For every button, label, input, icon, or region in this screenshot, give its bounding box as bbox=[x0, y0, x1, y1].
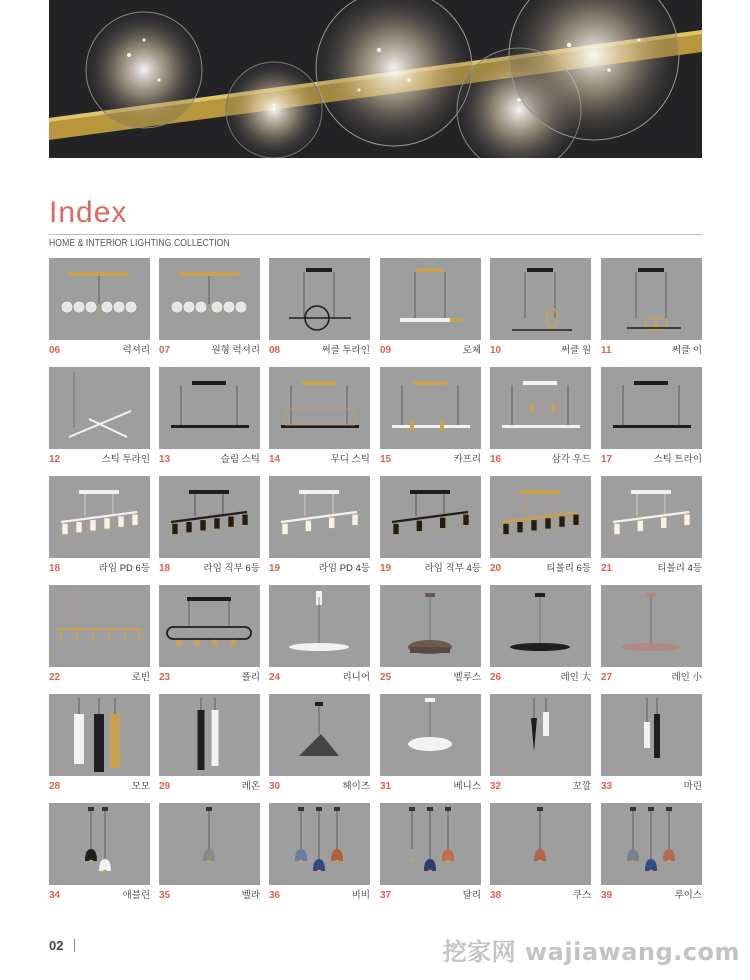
product-name: 스틱 투라인 bbox=[101, 454, 150, 465]
circle-line-pendant-icon bbox=[269, 258, 370, 340]
product-name: 루이스 bbox=[674, 890, 702, 901]
product-illustration bbox=[49, 367, 150, 449]
product-number: 12 bbox=[49, 454, 61, 465]
product-number: 35 bbox=[159, 890, 171, 901]
gold-stick-icon bbox=[380, 367, 481, 449]
product-number: 22 bbox=[49, 672, 61, 683]
product-name: 라임 PD 6등 bbox=[98, 563, 150, 574]
product-name: 베니스 bbox=[453, 781, 481, 792]
product-illustration bbox=[159, 367, 260, 449]
product-name: 로체 bbox=[462, 345, 481, 356]
product-tile[interactable] bbox=[490, 258, 591, 360]
product-name: 모모 bbox=[131, 781, 150, 792]
cone-mini-pendant-icon bbox=[490, 694, 591, 776]
product-illustration bbox=[380, 258, 481, 340]
product-number: 21 bbox=[601, 563, 613, 574]
product-number: 36 bbox=[269, 890, 281, 901]
product-name: 써클 이 bbox=[671, 345, 702, 356]
product-number: 37 bbox=[380, 890, 392, 901]
product-number: 25 bbox=[380, 672, 392, 683]
product-tile[interactable] bbox=[380, 694, 481, 796]
product-number: 13 bbox=[159, 454, 171, 465]
product-number: 11 bbox=[601, 345, 612, 356]
hero-banner-image bbox=[49, 0, 702, 158]
product-illustration bbox=[49, 258, 150, 340]
product-illustration bbox=[49, 694, 150, 776]
bell-pendant-trio-icon bbox=[380, 803, 481, 885]
product-number: 10 bbox=[490, 345, 502, 356]
product-number: 16 bbox=[490, 454, 502, 465]
product-illustration bbox=[490, 585, 591, 667]
product-name: 로빈 bbox=[131, 672, 150, 683]
cone-pendant-black-icon bbox=[269, 694, 370, 776]
product-illustration bbox=[49, 803, 150, 885]
product-tile[interactable] bbox=[380, 585, 481, 687]
product-number: 28 bbox=[49, 781, 61, 792]
product-number: 29 bbox=[159, 781, 171, 792]
product-illustration bbox=[159, 694, 260, 776]
product-number: 20 bbox=[490, 563, 502, 574]
product-name: 티볼리 6등 bbox=[546, 563, 591, 574]
product-tile[interactable] bbox=[159, 476, 260, 578]
product-name: 카프리 bbox=[453, 454, 481, 465]
product-tile[interactable] bbox=[380, 258, 481, 360]
product-name: 슬림 스틱 bbox=[220, 454, 260, 465]
product-tile[interactable] bbox=[269, 585, 370, 687]
product-number: 27 bbox=[601, 672, 613, 683]
product-illustration bbox=[490, 258, 591, 340]
product-tile[interactable] bbox=[601, 585, 702, 687]
cup-pendant-duo-icon bbox=[49, 803, 150, 885]
product-illustration bbox=[269, 258, 370, 340]
product-tile[interactable] bbox=[490, 585, 591, 687]
product-name: 비비 bbox=[351, 890, 370, 901]
product-number: 23 bbox=[159, 672, 171, 683]
product-name: 티볼리 4등 bbox=[657, 563, 702, 574]
product-number: 14 bbox=[269, 454, 281, 465]
spot-rail-black-6-icon bbox=[159, 476, 260, 558]
product-name: 무디 스틱 bbox=[330, 454, 370, 465]
product-tile[interactable] bbox=[159, 258, 260, 360]
product-tile[interactable] bbox=[601, 694, 702, 796]
product-name: 써클 원 bbox=[560, 345, 591, 356]
gold-spot-6-icon bbox=[490, 476, 591, 558]
product-tile[interactable] bbox=[49, 476, 150, 578]
flat-pendant-black-icon bbox=[490, 585, 591, 667]
product-number: 38 bbox=[490, 890, 502, 901]
product-number: 24 bbox=[269, 672, 281, 683]
product-name: 쿠스 bbox=[572, 890, 591, 901]
product-illustration bbox=[601, 367, 702, 449]
product-tile[interactable] bbox=[49, 258, 150, 360]
product-number: 18 bbox=[49, 563, 61, 574]
product-number: 18 bbox=[159, 563, 171, 574]
disc-pendant-white-icon bbox=[269, 585, 370, 667]
product-tile[interactable] bbox=[159, 585, 260, 687]
product-illustration bbox=[490, 694, 591, 776]
product-tile[interactable] bbox=[49, 803, 150, 905]
tube-pendant-trio-icon bbox=[49, 694, 150, 776]
index-title: Index bbox=[49, 196, 128, 229]
page-number-divider bbox=[74, 939, 75, 952]
product-tile[interactable] bbox=[490, 803, 591, 905]
product-name: 럭셔리 bbox=[122, 345, 150, 356]
product-name: 레인 大 bbox=[560, 672, 591, 683]
ring-bar-pendant-icon bbox=[490, 258, 591, 340]
product-name: 라임 직부 4등 bbox=[424, 563, 481, 574]
product-name: 폴리 bbox=[241, 672, 260, 683]
spot-rail-white-4-icon bbox=[269, 476, 370, 558]
product-tile[interactable] bbox=[490, 694, 591, 796]
product-illustration bbox=[380, 476, 481, 558]
product-tile[interactable] bbox=[49, 585, 150, 687]
product-tile[interactable] bbox=[380, 476, 481, 578]
product-number: 15 bbox=[380, 454, 392, 465]
product-illustration bbox=[269, 476, 370, 558]
product-illustration bbox=[490, 367, 591, 449]
product-illustration bbox=[49, 476, 150, 558]
product-tile[interactable] bbox=[269, 476, 370, 578]
tube-pendant-duo-icon bbox=[159, 694, 260, 776]
bowl-pendant-silver-icon bbox=[159, 803, 260, 885]
product-name: 헤이즈 bbox=[342, 781, 370, 792]
copper-pendant-icon bbox=[490, 803, 591, 885]
product-tile[interactable] bbox=[601, 367, 702, 469]
diagonal-stick-icon bbox=[49, 367, 150, 449]
product-number: 06 bbox=[49, 345, 61, 356]
globe-pendant-trio-icon bbox=[269, 803, 370, 885]
product-tile[interactable] bbox=[159, 367, 260, 469]
spot-rail-white-6-icon bbox=[49, 476, 150, 558]
product-name: 달리 bbox=[462, 890, 481, 901]
flat-pendant-rose-icon bbox=[601, 585, 702, 667]
product-illustration bbox=[269, 803, 370, 885]
product-illustration bbox=[380, 585, 481, 667]
product-tile[interactable] bbox=[269, 694, 370, 796]
product-tile[interactable] bbox=[159, 694, 260, 796]
product-number: 34 bbox=[49, 890, 61, 901]
product-illustration bbox=[380, 803, 481, 885]
product-illustration bbox=[601, 585, 702, 667]
product-number: 08 bbox=[269, 345, 281, 356]
product-number: 17 bbox=[601, 454, 613, 465]
product-illustration bbox=[269, 694, 370, 776]
product-tile[interactable] bbox=[49, 694, 150, 796]
dome-pendant-white-icon bbox=[380, 694, 481, 776]
product-tile[interactable] bbox=[269, 803, 370, 905]
product-number: 19 bbox=[269, 563, 281, 574]
index-subtitle: HOME & INTERIOR LIGHTING COLLECTION bbox=[49, 238, 230, 249]
product-name: 꼬깔 bbox=[572, 781, 591, 792]
product-illustration bbox=[601, 803, 702, 885]
product-illustration bbox=[159, 476, 260, 558]
gold-ladder-icon bbox=[49, 585, 150, 667]
product-illustration bbox=[159, 585, 260, 667]
product-number: 19 bbox=[380, 563, 392, 574]
product-illustration bbox=[269, 367, 370, 449]
product-number: 09 bbox=[380, 345, 392, 356]
product-illustration bbox=[380, 367, 481, 449]
product-tile[interactable] bbox=[601, 803, 702, 905]
product-illustration bbox=[49, 585, 150, 667]
page-number: 02 bbox=[49, 938, 64, 953]
product-number: 33 bbox=[601, 781, 613, 792]
product-tile[interactable] bbox=[601, 476, 702, 578]
product-name: 레온 bbox=[241, 781, 260, 792]
watermark: 挖家网 wajiawang.com bbox=[442, 938, 740, 966]
product-number: 39 bbox=[601, 890, 613, 901]
product-name: 리니어 bbox=[342, 672, 370, 683]
slim-stick-icon bbox=[159, 367, 260, 449]
product-illustration bbox=[601, 258, 702, 340]
drop-pendant-trio-icon bbox=[601, 803, 702, 885]
product-name: 써클 투라인 bbox=[321, 345, 370, 356]
spot-rail-black-4-icon bbox=[380, 476, 481, 558]
product-name: 애블린 bbox=[122, 890, 150, 901]
dome-pendant-brown-icon bbox=[380, 585, 481, 667]
product-illustration bbox=[601, 476, 702, 558]
product-name: 라임 PD 4등 bbox=[318, 563, 370, 574]
product-number: 07 bbox=[159, 345, 171, 356]
product-tile[interactable] bbox=[380, 803, 481, 905]
product-illustration bbox=[601, 694, 702, 776]
product-number: 32 bbox=[490, 781, 502, 792]
product-name: 벨라 bbox=[241, 890, 260, 901]
white-spot-4-icon bbox=[601, 476, 702, 558]
title-divider bbox=[49, 234, 702, 235]
product-name: 레인 小 bbox=[671, 672, 702, 683]
round-globe-chandelier-icon bbox=[159, 258, 260, 340]
glass-globe-chandelier-photo bbox=[49, 0, 702, 158]
tube-mini-pendant-icon bbox=[601, 694, 702, 776]
product-tile[interactable] bbox=[380, 367, 481, 469]
product-name: 마린 bbox=[683, 781, 702, 792]
frame-stick-icon bbox=[269, 367, 370, 449]
product-number: 31 bbox=[380, 781, 392, 792]
oval-rail-icon bbox=[159, 585, 260, 667]
product-tile[interactable] bbox=[49, 367, 150, 469]
bar-light-icon bbox=[380, 258, 481, 340]
double-ring-bar-pendant-icon bbox=[601, 258, 702, 340]
triangle-wood-icon bbox=[490, 367, 591, 449]
product-number: 30 bbox=[269, 781, 281, 792]
product-name: 삼각 우드 bbox=[551, 454, 591, 465]
product-name: 스틱 트라이 bbox=[653, 454, 702, 465]
product-illustration bbox=[490, 476, 591, 558]
product-tile[interactable] bbox=[269, 258, 370, 360]
product-name: 원형 럭셔리 bbox=[211, 345, 260, 356]
product-illustration bbox=[159, 258, 260, 340]
product-tile[interactable] bbox=[159, 803, 260, 905]
product-illustration bbox=[380, 694, 481, 776]
product-tile[interactable] bbox=[269, 367, 370, 469]
product-illustration bbox=[159, 803, 260, 885]
product-illustration bbox=[490, 803, 591, 885]
glass-globe-chandelier-icon bbox=[49, 258, 150, 340]
product-tile[interactable] bbox=[601, 258, 702, 360]
product-illustration bbox=[269, 585, 370, 667]
long-stick-icon bbox=[601, 367, 702, 449]
product-name: 라임 직부 6등 bbox=[203, 563, 260, 574]
product-tile[interactable] bbox=[490, 476, 591, 578]
product-number: 26 bbox=[490, 672, 502, 683]
product-name: 벨루스 bbox=[453, 672, 481, 683]
product-tile[interactable] bbox=[490, 367, 591, 469]
